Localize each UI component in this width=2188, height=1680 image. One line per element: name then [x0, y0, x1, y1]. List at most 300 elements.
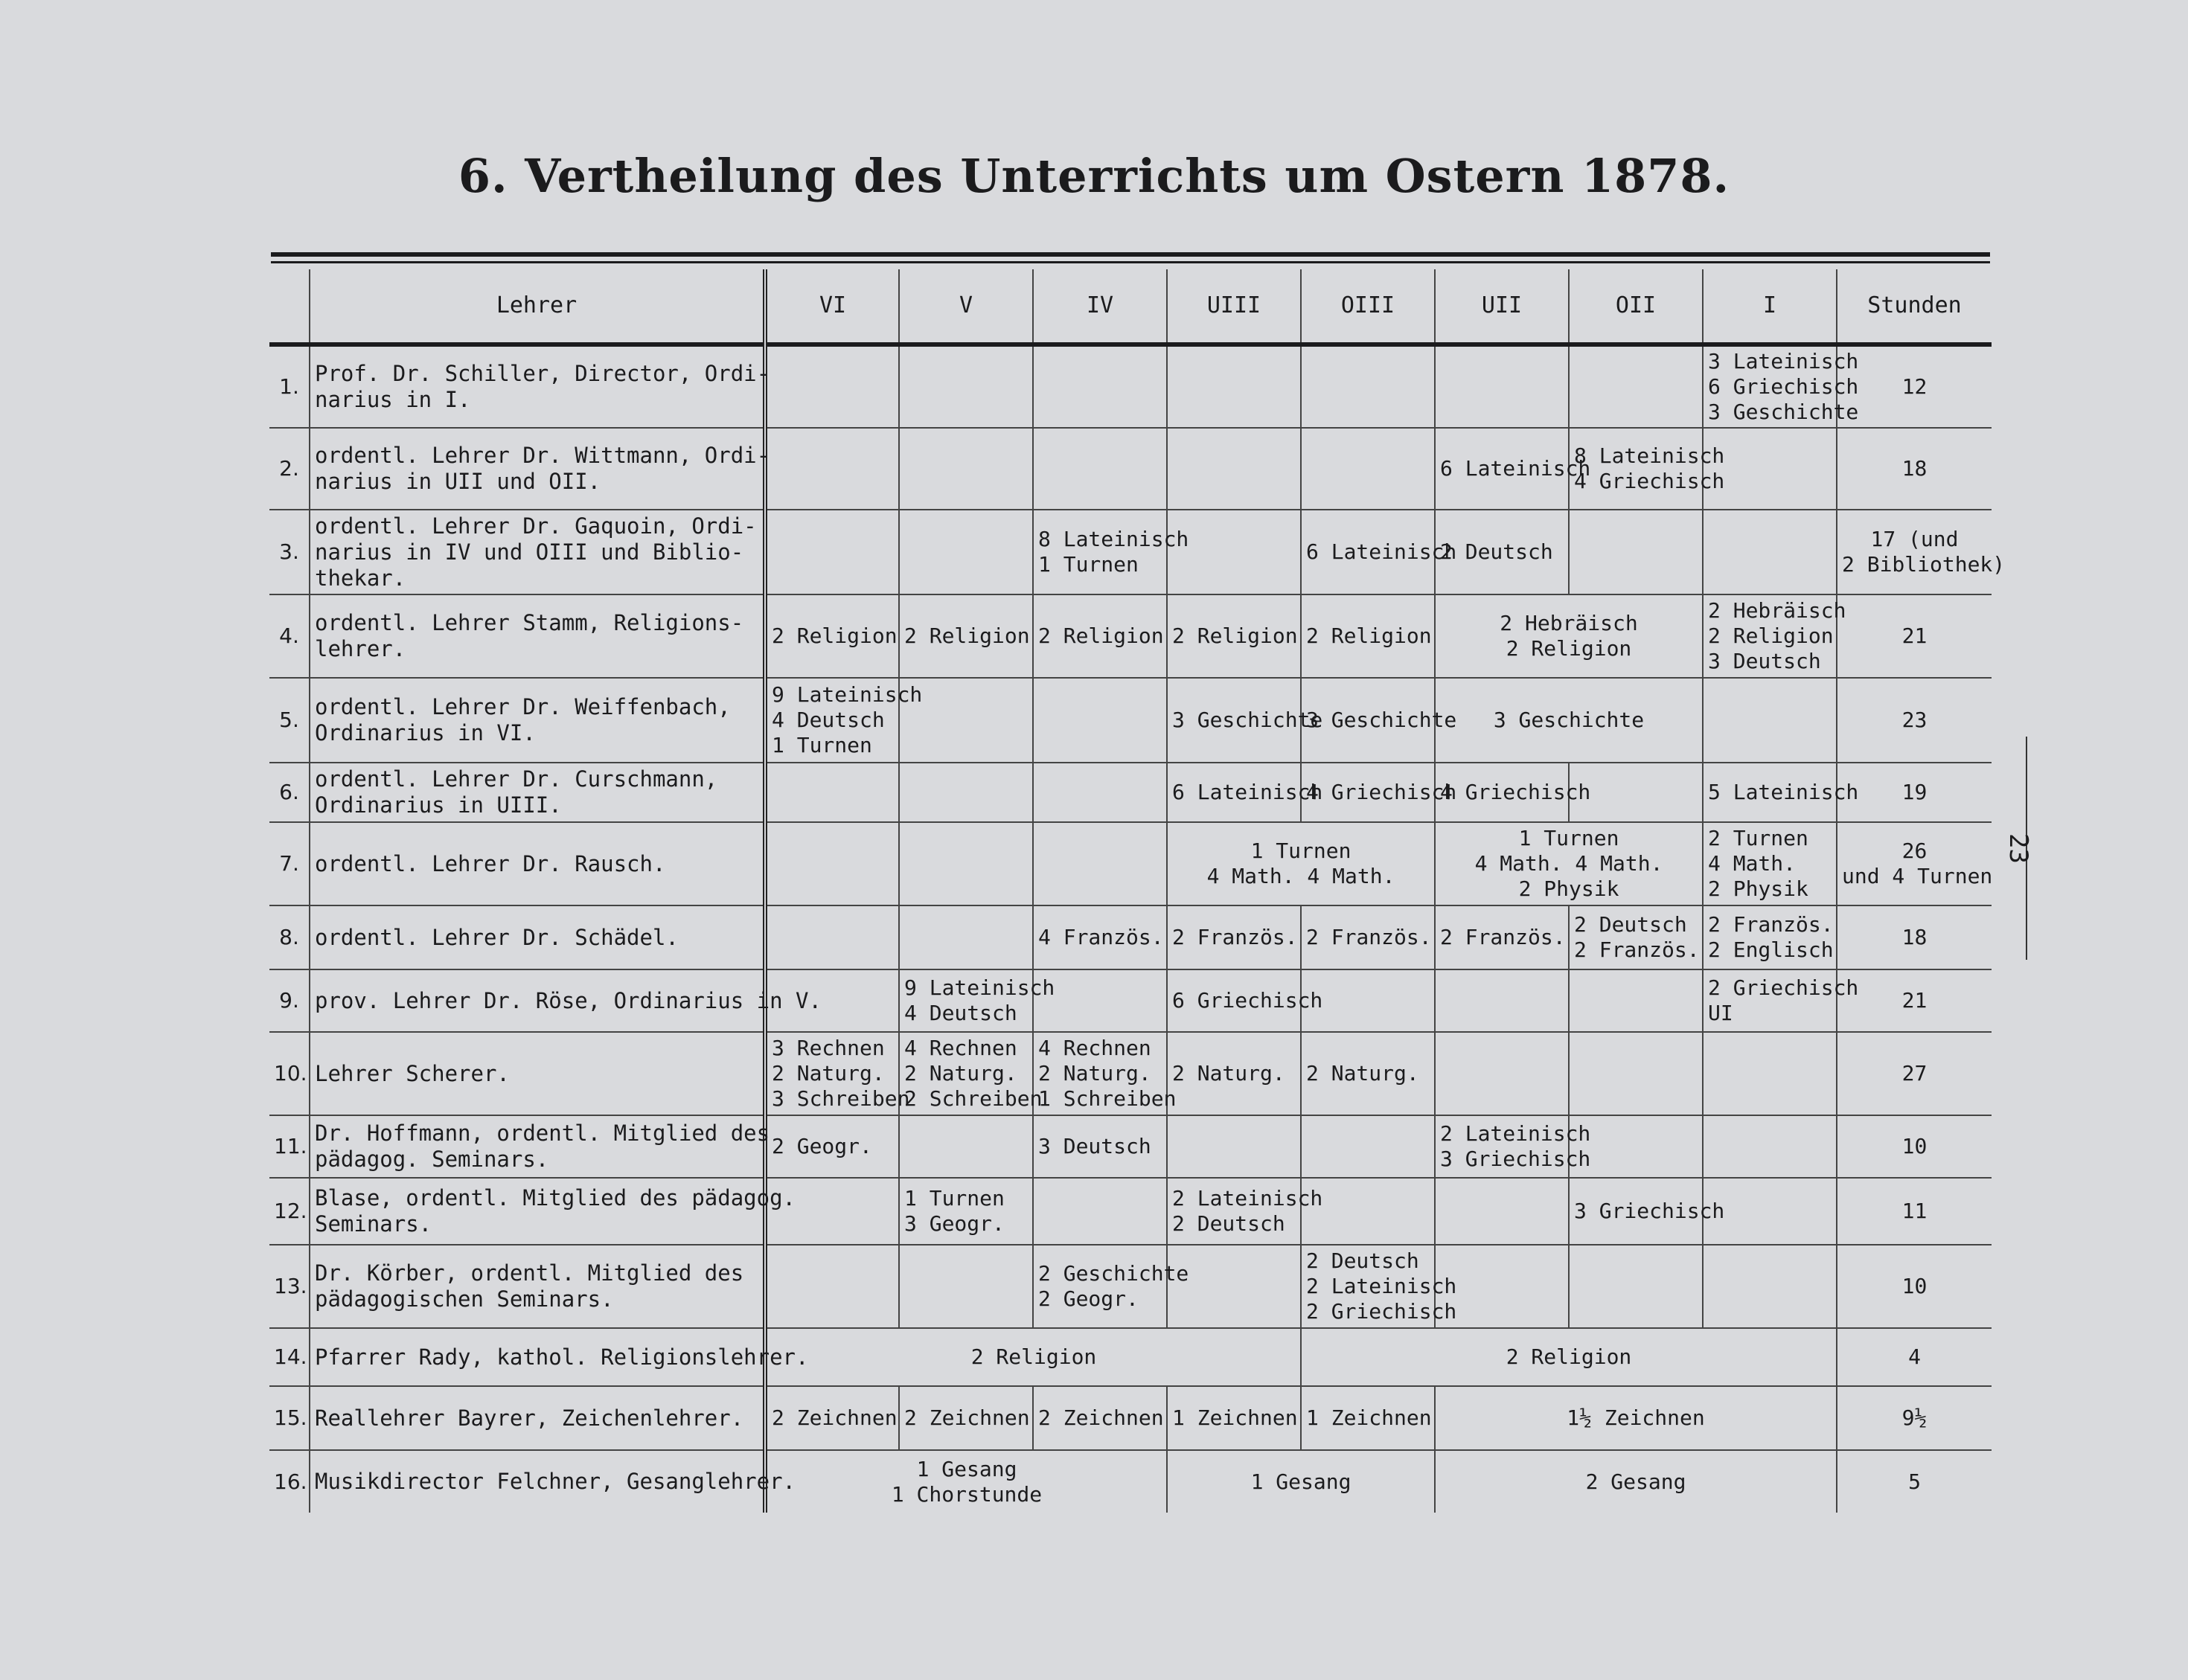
lesson-line: 8 Lateinisch — [1574, 443, 1725, 468]
table-row — [269, 428, 1992, 510]
lesson-line: 3 Geschichte — [1172, 708, 1323, 732]
lesson-cell — [1569, 510, 1703, 594]
lesson-line: 1 Zeichnen — [1172, 1405, 1298, 1430]
lesson-cell — [1167, 969, 1323, 1032]
stunden-line: 12 — [1901, 374, 1928, 399]
lesson-line: 2 Französ. — [1306, 925, 1432, 949]
stunden-line: 9½ — [1901, 1405, 1928, 1430]
lesson-line: 2 Deutsch — [1574, 912, 1687, 937]
lesson-line: 3 Griechisch — [1574, 1199, 1725, 1223]
teacher-line: thekar. — [315, 565, 406, 591]
stunden-cell — [1837, 1032, 1992, 1115]
lesson-cell — [1703, 822, 1837, 905]
teacher-line: Ordinarius in VI. — [315, 720, 536, 746]
header-class-uii: UII — [1435, 269, 1569, 344]
lesson-cell — [1703, 678, 1837, 763]
lesson-cell — [899, 1115, 1033, 1178]
lesson-cell — [1033, 1178, 1167, 1245]
lesson-cell — [1569, 969, 1703, 1032]
lesson-cell — [1301, 905, 1435, 969]
row-number: 10. — [269, 1032, 310, 1115]
lesson-cell — [1033, 510, 1189, 594]
lesson-line: 6 Griechisch — [1172, 988, 1323, 1013]
teacher-line: ordentl. Lehrer Dr. Gaquoin, Ordi- — [315, 513, 757, 539]
teacher-line: Dr. Körber, ordentl. Mitglied des — [315, 1260, 744, 1286]
teacher-line: narius in IV und OIII und Biblio- — [315, 539, 744, 565]
teacher-cell — [310, 969, 822, 1032]
lesson-line: 1½ Zeichnen — [1567, 1405, 1705, 1430]
stunden-cell — [1837, 1178, 1992, 1245]
lesson-cell — [1703, 763, 1859, 822]
lesson-cell — [1301, 594, 1435, 678]
teacher-cell — [310, 905, 765, 969]
lesson-cell — [1435, 344, 1569, 428]
header-class-i: I — [1703, 269, 1837, 344]
lesson-cell — [899, 905, 1033, 969]
lesson-line: 3 Schreiben — [772, 1086, 910, 1111]
lesson-line: 2 Religion — [772, 623, 898, 648]
teacher-cell — [310, 678, 765, 763]
header-class-oii: OII — [1569, 269, 1703, 344]
lesson-line: 2 Physik — [1518, 876, 1619, 901]
lesson-line: 4 Deutsch — [772, 708, 885, 732]
lesson-line: 1 Turnen — [1518, 826, 1619, 850]
lesson-line: 2 Geogr. — [772, 1134, 872, 1158]
teacher-cell — [310, 763, 765, 822]
lesson-line: 4 Deutsch — [904, 1001, 1017, 1025]
lesson-cell — [1435, 510, 1569, 594]
teacher-line: Lehrer Scherer. — [315, 1060, 510, 1086]
lesson-cell — [765, 428, 899, 510]
lesson-line: 3 Deutsch — [1038, 1134, 1151, 1158]
header-stunden: Stunden — [1837, 269, 1992, 344]
lesson-line: 2 Naturg. — [1038, 1061, 1151, 1086]
lesson-line: 2 Hebräisch — [1708, 598, 1846, 623]
lesson-cell — [1703, 1115, 1837, 1178]
row-number: 6. — [269, 763, 310, 822]
lesson-line: 2 Religion — [1506, 1344, 1632, 1369]
lesson-cell — [1569, 428, 1725, 510]
lesson-line: 2 Religion — [1038, 623, 1164, 648]
lesson-line: 2 Deutsch — [1306, 1248, 1419, 1273]
lesson-cell — [765, 1115, 899, 1178]
lesson-line: 4 Griechisch — [1574, 469, 1725, 493]
lesson-cell — [1167, 1386, 1301, 1450]
table-row — [269, 678, 1992, 763]
lesson-line: 2 Naturg. — [1306, 1061, 1419, 1086]
teacher-line: Dr. Hoffmann, ordentl. Mitglied des — [315, 1120, 770, 1146]
teacher-cell — [310, 822, 765, 905]
lesson-cell — [899, 594, 1033, 678]
teacher-cell — [310, 1115, 770, 1178]
teacher-cell — [310, 1178, 796, 1245]
lesson-cell — [1033, 344, 1167, 428]
teacher-cell — [310, 344, 770, 428]
lesson-line: 2 Zeichnen — [1038, 1405, 1164, 1430]
lesson-cell — [765, 1245, 899, 1328]
stunden-line: 26 — [1901, 839, 1928, 863]
lesson-line: 2 Deutsch — [1172, 1211, 1285, 1236]
stunden-line: 21 — [1901, 623, 1928, 648]
lesson-line: 5 Lateinisch — [1708, 780, 1859, 804]
lesson-line: 3 Geschichte — [1306, 708, 1457, 732]
lesson-line: 9 Lateinisch — [772, 682, 923, 707]
lesson-cell — [765, 1032, 910, 1115]
lesson-line: 2 Religion — [1506, 636, 1632, 661]
lesson-cell — [765, 1386, 899, 1450]
lesson-cell — [1033, 763, 1167, 822]
lesson-line: 2 Zeichnen — [904, 1405, 1030, 1430]
row-number: 8. — [269, 905, 310, 969]
lesson-line: 2 Physik — [1708, 876, 1808, 901]
table-row — [269, 763, 1992, 822]
teacher-cell — [310, 1386, 765, 1450]
lesson-line: 4 Griechisch — [1306, 780, 1457, 804]
top-rule — [271, 252, 1990, 257]
row-number: 2. — [269, 428, 310, 510]
lesson-line: 2 Französ. — [1708, 912, 1834, 937]
teacher-cell — [310, 1245, 765, 1328]
lesson-line: 4 Math. 4 Math. — [1206, 864, 1395, 888]
lesson-cell — [1703, 969, 1859, 1032]
teacher-line: Blase, ordentl. Mitglied des pädagog. — [315, 1185, 796, 1211]
lesson-cell — [1569, 344, 1703, 428]
lesson-cell — [1033, 428, 1167, 510]
lesson-cell — [1703, 905, 1837, 969]
page-number: 23 — [2003, 833, 2033, 864]
timetable — [269, 269, 2006, 1513]
lesson-cell — [1301, 1245, 1457, 1328]
lesson-cell — [1435, 1450, 1837, 1513]
teacher-line: ordentl. Lehrer Stamm, Religions- — [315, 610, 744, 635]
stunden-line: 21 — [1901, 988, 1928, 1013]
teacher-cell — [310, 1450, 796, 1513]
lesson-cell — [1435, 763, 1591, 822]
lesson-line: 1 Gesang — [916, 1456, 1017, 1481]
lesson-cell — [1435, 1178, 1569, 1245]
stunden-line: 4 — [1908, 1344, 1921, 1369]
lesson-cell — [899, 969, 1055, 1032]
lesson-cell — [1167, 594, 1301, 678]
table-row — [269, 1178, 1992, 1245]
lesson-line: 4 Französ. — [1038, 925, 1164, 949]
row-number: 3. — [269, 510, 310, 594]
lesson-cell — [1301, 344, 1435, 428]
row-number: 14. — [269, 1328, 310, 1386]
lesson-line: 2 Gesang — [1585, 1469, 1686, 1494]
stunden-line: 19 — [1901, 780, 1928, 804]
teacher-line: ordentl. Lehrer Dr. Curschmann, — [315, 766, 718, 792]
lesson-cell — [765, 678, 923, 763]
stunden-line: 18 — [1901, 925, 1928, 949]
lesson-line: 1 Schreiben — [1038, 1086, 1177, 1111]
lesson-line: 3 Griechisch — [1440, 1147, 1591, 1171]
lesson-cell — [765, 344, 899, 428]
lesson-line: 6 Lateinisch — [1172, 780, 1323, 804]
lesson-cell — [899, 763, 1033, 822]
lesson-line: 6 Lateinisch — [1306, 539, 1457, 564]
lesson-line: UI — [1708, 1001, 1733, 1025]
lesson-cell — [1033, 1386, 1167, 1450]
lesson-cell — [1435, 1115, 1591, 1178]
lesson-cell — [1703, 1032, 1837, 1115]
lesson-line: 2 Lateinisch — [1172, 1186, 1323, 1211]
row-number: 7. — [269, 822, 310, 905]
stunden-line: 27 — [1901, 1061, 1928, 1086]
lesson-cell — [765, 594, 899, 678]
row-number: 15. — [269, 1386, 310, 1450]
lesson-line: 2 Französ. — [1172, 925, 1298, 949]
row-number: 12. — [269, 1178, 310, 1245]
lesson-cell — [1301, 428, 1435, 510]
lesson-line: 4 Griechisch — [1440, 780, 1591, 804]
header-num — [269, 269, 310, 344]
lesson-cell — [1033, 905, 1167, 969]
lesson-cell — [899, 1245, 1033, 1328]
lesson-line: 2 Schreiben — [904, 1086, 1043, 1111]
teacher-line: pädagog. Seminars. — [315, 1147, 549, 1172]
stunden-line: 18 — [1901, 456, 1928, 481]
lesson-line: 3 Geogr. — [904, 1211, 1005, 1236]
lesson-cell — [1569, 1178, 1725, 1245]
lesson-cell — [1301, 1032, 1435, 1115]
table-row — [269, 969, 1992, 1032]
lesson-cell — [899, 344, 1033, 428]
teacher-cell — [310, 1328, 809, 1386]
stunden-line: 11 — [1901, 1199, 1928, 1223]
lesson-line: 2 Griechisch — [1306, 1299, 1457, 1324]
lesson-cell — [1569, 1245, 1703, 1328]
lesson-line: 2 Naturg. — [904, 1061, 1017, 1086]
header-row — [269, 269, 1992, 344]
lesson-line: 3 Deutsch — [1708, 649, 1821, 673]
teacher-line: prov. Lehrer Dr. Röse, Ordinarius in V. — [315, 987, 822, 1013]
lesson-cell — [1435, 678, 1703, 763]
stunden-cell — [1837, 905, 1992, 969]
teacher-line: Reallehrer Bayrer, Zeichenlehrer. — [315, 1405, 744, 1431]
row-number: 4. — [269, 594, 310, 678]
lesson-line: 2 Französ. — [1440, 925, 1566, 949]
lesson-cell — [1703, 1245, 1837, 1328]
teacher-line: lehrer. — [315, 636, 406, 661]
teacher-line: pädagogischen Seminars. — [315, 1286, 614, 1312]
lesson-line: 6 Lateinisch — [1440, 456, 1591, 481]
lesson-line: 2 Religion — [970, 1344, 1097, 1369]
lesson-cell — [1033, 1245, 1189, 1328]
lesson-cell — [899, 822, 1033, 905]
lesson-line: 4 Math. — [1708, 851, 1797, 876]
lesson-line: 3 Rechnen — [772, 1036, 885, 1060]
top-rule-thin — [271, 261, 1990, 263]
table-row — [269, 1450, 1992, 1513]
lesson-cell — [1301, 1328, 1837, 1386]
header-class-v: V — [899, 269, 1033, 344]
header-class-uiii: UIII — [1167, 269, 1301, 344]
lesson-cell — [1569, 1032, 1703, 1115]
row-number: 13. — [269, 1245, 310, 1328]
lesson-cell — [765, 510, 899, 594]
stunden-line: 5 — [1908, 1469, 1921, 1494]
lesson-line: 2 Deutsch — [1440, 539, 1553, 564]
lesson-cell — [1435, 905, 1569, 969]
lesson-cell — [1703, 594, 1846, 678]
lesson-line: 2 Geschichte — [1038, 1261, 1189, 1286]
lesson-cell — [1167, 510, 1301, 594]
lesson-cell — [1435, 969, 1569, 1032]
teacher-line: Musikdirector Felchner, Gesanglehrer. — [315, 1469, 796, 1494]
lesson-cell — [1033, 678, 1167, 763]
lesson-line: 2 Religion — [1708, 623, 1834, 648]
page-title: 6. Vertheilung des Unterrichts um Ostern 1878. — [458, 149, 1730, 203]
teacher-line: Ordinarius in UIII. — [315, 792, 562, 818]
lesson-cell — [1167, 822, 1435, 905]
row-number: 9. — [269, 969, 310, 1032]
teacher-line: ordentl. Lehrer Dr. Wittmann, Ordi- — [315, 443, 770, 468]
lesson-line: 2 Naturg. — [1172, 1061, 1285, 1086]
row-number: 5. — [269, 678, 310, 763]
row-number: 1. — [269, 344, 310, 428]
lesson-cell — [1301, 1386, 1435, 1450]
lesson-line: 4 Math. 4 Math. — [1474, 851, 1663, 876]
stunden-cell — [1837, 1245, 1992, 1328]
lesson-line: 4 Rechnen — [904, 1036, 1017, 1060]
lesson-cell — [765, 905, 899, 969]
lesson-line: 3 Geschichte — [1493, 708, 1645, 732]
teacher-cell — [310, 510, 765, 594]
lesson-cell — [1435, 822, 1703, 905]
stunden-cell — [1837, 763, 1992, 822]
lesson-cell — [1167, 1178, 1323, 1245]
lesson-line: 2 Englisch — [1708, 937, 1834, 962]
stunden-cell — [1837, 822, 1992, 905]
lesson-cell — [1167, 344, 1301, 428]
lesson-cell — [899, 1178, 1033, 1245]
table-row — [269, 594, 1992, 678]
lesson-line: 2 Geogr. — [1038, 1286, 1139, 1311]
lesson-line: 2 Griechisch — [1708, 975, 1859, 1000]
table-row — [269, 905, 1992, 969]
header-class-oiii: OIII — [1301, 269, 1435, 344]
lesson-line: 2 Zeichnen — [772, 1405, 898, 1430]
lesson-line: 6 Griechisch — [1708, 374, 1859, 399]
stunden-cell — [1837, 1328, 1992, 1386]
header-class-vi: VI — [765, 269, 899, 344]
lesson-line: 2 Turnen — [1708, 826, 1808, 850]
lesson-line: 9 Lateinisch — [904, 975, 1055, 1000]
stunden-cell — [1837, 594, 1992, 678]
lesson-cell — [1301, 510, 1457, 594]
header-lehrer: Lehrer — [310, 269, 765, 344]
table-row — [269, 344, 1992, 428]
lesson-cell — [765, 763, 899, 822]
stunden-line: 10 — [1901, 1134, 1928, 1158]
table-row — [269, 1386, 1992, 1450]
stunden-cell — [1837, 1450, 1992, 1513]
table-row — [269, 822, 1992, 905]
lesson-line: 2 Religion — [1172, 623, 1298, 648]
stunden-cell — [1837, 344, 1992, 428]
stunden-line: 17 (und — [1870, 527, 1959, 551]
lesson-line: 2 Religion — [904, 623, 1030, 648]
stunden-cell — [1837, 1386, 1992, 1450]
teacher-line: Seminars. — [315, 1211, 432, 1237]
lesson-line: 2 Religion — [1306, 623, 1432, 648]
lesson-line: 3 Lateinisch — [1708, 349, 1859, 373]
lesson-cell — [1033, 594, 1167, 678]
stunden-cell — [1837, 969, 1992, 1032]
lesson-cell — [1167, 905, 1301, 969]
lesson-cell — [1167, 428, 1301, 510]
lesson-line: 1 Turnen — [772, 733, 872, 757]
lesson-cell — [899, 1386, 1033, 1450]
lesson-cell — [899, 510, 1033, 594]
lesson-line: 1 Turnen — [904, 1186, 1005, 1211]
lesson-cell — [1301, 1115, 1435, 1178]
stunden-line: 2 Bibliothek) — [1842, 552, 2006, 577]
row-number: 11. — [269, 1115, 310, 1178]
teacher-cell — [310, 428, 770, 510]
table-row — [269, 510, 1992, 594]
lesson-line: 2 Französ. — [1574, 937, 1700, 962]
lesson-cell — [1435, 1386, 1837, 1450]
teacher-line: ordentl. Lehrer Dr. Schädel. — [315, 924, 679, 950]
lesson-cell — [899, 428, 1033, 510]
lesson-cell — [1435, 428, 1591, 510]
teacher-line: narius in UII und OII. — [315, 469, 601, 494]
lesson-cell — [765, 822, 899, 905]
lesson-cell — [1703, 510, 1837, 594]
teacher-line: ordentl. Lehrer Dr. Weiffenbach, — [315, 694, 731, 719]
stunden-line: und 4 Turnen — [1842, 864, 1993, 888]
lesson-cell — [1033, 1032, 1177, 1115]
lesson-cell — [899, 1032, 1043, 1115]
teacher-cell — [310, 1032, 765, 1115]
teacher-line: Prof. Dr. Schiller, Director, Ordi- — [315, 361, 770, 386]
lesson-line: 1 Turnen — [1250, 839, 1351, 863]
table-row — [269, 1032, 1992, 1115]
teacher-line: ordentl. Lehrer Dr. Rausch. — [315, 850, 666, 876]
lesson-cell — [1435, 1032, 1569, 1115]
teacher-line: Pfarrer Rady, kathol. Religionslehrer. — [315, 1344, 809, 1370]
lesson-line: 1 Zeichnen — [1306, 1405, 1432, 1430]
lesson-cell — [765, 1450, 1167, 1513]
lesson-cell — [1301, 678, 1457, 763]
stunden-cell — [1837, 678, 1992, 763]
stunden-cell — [1837, 428, 1992, 510]
lesson-cell — [1703, 344, 1859, 428]
lesson-line: 2 Lateinisch — [1440, 1121, 1591, 1146]
lesson-cell — [1569, 905, 1703, 969]
lesson-line: 1 Chorstunde — [891, 1481, 1043, 1507]
teacher-line: narius in I. — [315, 387, 471, 412]
lesson-cell — [1301, 763, 1457, 822]
lesson-cell — [765, 1328, 1301, 1386]
lesson-cell — [1033, 822, 1167, 905]
lesson-cell — [1167, 763, 1323, 822]
lesson-line: 2 Lateinisch — [1306, 1274, 1457, 1298]
lesson-cell — [1435, 594, 1703, 678]
header-class-iv: IV — [1033, 269, 1167, 344]
stunden-line: 10 — [1901, 1274, 1928, 1298]
table-row — [269, 1328, 1992, 1386]
lesson-cell — [1167, 1245, 1301, 1328]
teacher-cell — [310, 594, 765, 678]
lesson-cell — [1033, 1115, 1167, 1178]
lesson-line: 1 Gesang — [1250, 1469, 1351, 1494]
lesson-line: 4 Rechnen — [1038, 1036, 1151, 1060]
lesson-cell — [1167, 1450, 1435, 1513]
lesson-cell — [1167, 1115, 1301, 1178]
